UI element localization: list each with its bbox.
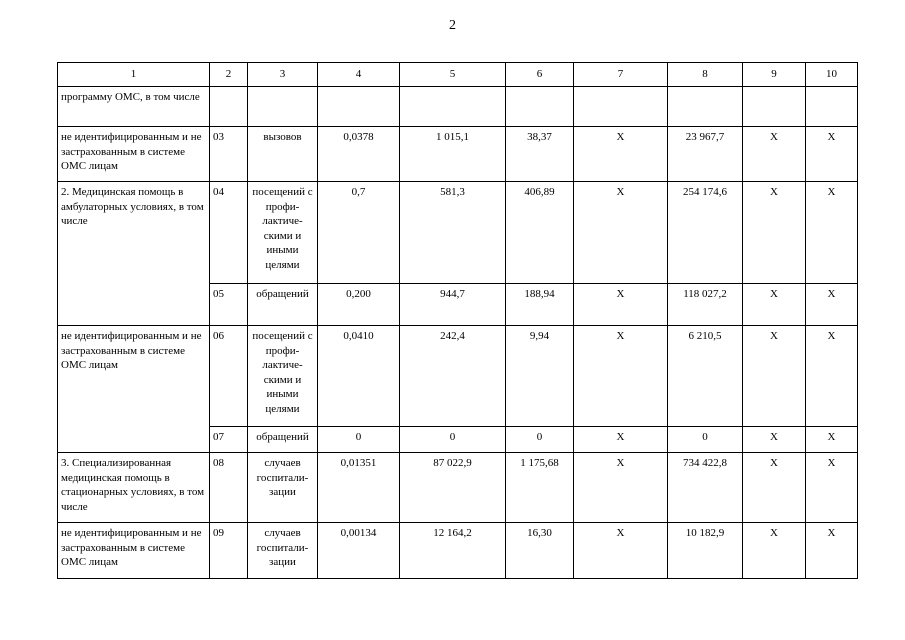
column-header: 5 (400, 63, 506, 87)
value-cell: X (574, 127, 668, 182)
value-cell: X (743, 427, 806, 453)
unit-cell: обращений (248, 427, 318, 453)
unit-cell: случаев госпитали-зации (248, 453, 318, 523)
value-cell (743, 87, 806, 127)
value-cell: 118 027,2 (668, 284, 743, 326)
table-row (58, 453, 858, 523)
value-cell: 0,0410 (318, 326, 400, 427)
column-header: 2 (210, 63, 248, 87)
column-header: 8 (668, 63, 743, 87)
row-label: программу ОМС, в том числе (58, 87, 210, 127)
value-cell: X (743, 326, 806, 427)
column-header: 1 (58, 63, 210, 87)
value-cell (806, 87, 858, 127)
value-cell: X (743, 127, 806, 182)
row-label: не идентифицированным и не застрахованным в системе ОМС лицам (58, 326, 210, 453)
value-cell: 0 (400, 427, 506, 453)
value-cell: 23 967,7 (668, 127, 743, 182)
value-cell: X (806, 427, 858, 453)
row-code: 08 (210, 453, 248, 523)
value-cell: 254 174,6 (668, 182, 743, 284)
table-row (58, 182, 858, 284)
value-cell: 0,01351 (318, 453, 400, 523)
value-cell: 734 422,8 (668, 453, 743, 523)
unit-cell: посещений с профи-лактиче-скими и иными целями (248, 326, 318, 427)
value-cell: X (806, 453, 858, 523)
value-cell (400, 87, 506, 127)
column-header: 10 (806, 63, 858, 87)
row-label: 2. Медицинская помощь в амбулаторных условиях, в том числе (58, 182, 210, 326)
column-header: 6 (506, 63, 574, 87)
value-cell: 581,3 (400, 182, 506, 284)
column-header: 3 (248, 63, 318, 87)
value-cell: 87 022,9 (400, 453, 506, 523)
value-cell: X (806, 523, 858, 579)
value-cell: X (574, 427, 668, 453)
value-cell: X (743, 453, 806, 523)
value-cell: X (743, 284, 806, 326)
value-cell: X (806, 284, 858, 326)
row-code: 03 (210, 127, 248, 182)
page-number: 2 (449, 18, 456, 33)
value-cell: 9,94 (506, 326, 574, 427)
value-cell: X (806, 127, 858, 182)
value-cell: 10 182,9 (668, 523, 743, 579)
row-code: 06 (210, 326, 248, 427)
value-cell: 0 (506, 427, 574, 453)
value-cell: 1 175,68 (506, 453, 574, 523)
value-cell: X (574, 453, 668, 523)
unit-cell: случаев госпитали-зации (248, 523, 318, 579)
table-row (58, 127, 858, 182)
value-cell: 406,89 (506, 182, 574, 284)
value-cell (668, 87, 743, 127)
unit-cell: обращений (248, 284, 318, 326)
value-cell: 1 015,1 (400, 127, 506, 182)
value-cell: X (806, 182, 858, 284)
value-cell: 188,94 (506, 284, 574, 326)
table-row (58, 523, 858, 579)
row-code: 09 (210, 523, 248, 579)
value-cell: 6 210,5 (668, 326, 743, 427)
value-cell: 0 (318, 427, 400, 453)
value-cell: X (743, 523, 806, 579)
value-cell: X (743, 182, 806, 284)
unit-cell (248, 87, 318, 127)
column-header: 9 (743, 63, 806, 87)
row-code: 07 (210, 427, 248, 453)
value-cell: 12 164,2 (400, 523, 506, 579)
value-cell: X (574, 182, 668, 284)
table-row (58, 87, 858, 127)
value-cell: 0 (668, 427, 743, 453)
column-header: 7 (574, 63, 668, 87)
row-code: 04 (210, 182, 248, 284)
value-cell: 0,00134 (318, 523, 400, 579)
value-cell (318, 87, 400, 127)
value-cell: X (574, 523, 668, 579)
value-cell: 242,4 (400, 326, 506, 427)
value-cell: 16,30 (506, 523, 574, 579)
value-cell: 0,0378 (318, 127, 400, 182)
row-code (210, 87, 248, 127)
value-cell: 0,7 (318, 182, 400, 284)
row-code: 05 (210, 284, 248, 326)
unit-cell: посещений с профи-лактиче-скими и иными целями (248, 182, 318, 284)
row-label: не идентифицированным и не застрахованным в системе ОМС лицам (58, 523, 210, 579)
table-header-row (58, 63, 858, 87)
value-cell: X (574, 326, 668, 427)
value-cell: X (806, 326, 858, 427)
value-cell: X (574, 284, 668, 326)
value-cell: 0,200 (318, 284, 400, 326)
value-cell: 38,37 (506, 127, 574, 182)
value-cell (574, 87, 668, 127)
row-label: 3. Специализированная медицинская помощь в стационарных условиях, в том числе (58, 453, 210, 523)
table-row (58, 326, 858, 427)
data-table (57, 62, 858, 579)
unit-cell: вызовов (248, 127, 318, 182)
value-cell: 944,7 (400, 284, 506, 326)
value-cell (506, 87, 574, 127)
column-header: 4 (318, 63, 400, 87)
row-label: не идентифицированным и не застрахованным в системе ОМС лицам (58, 127, 210, 182)
